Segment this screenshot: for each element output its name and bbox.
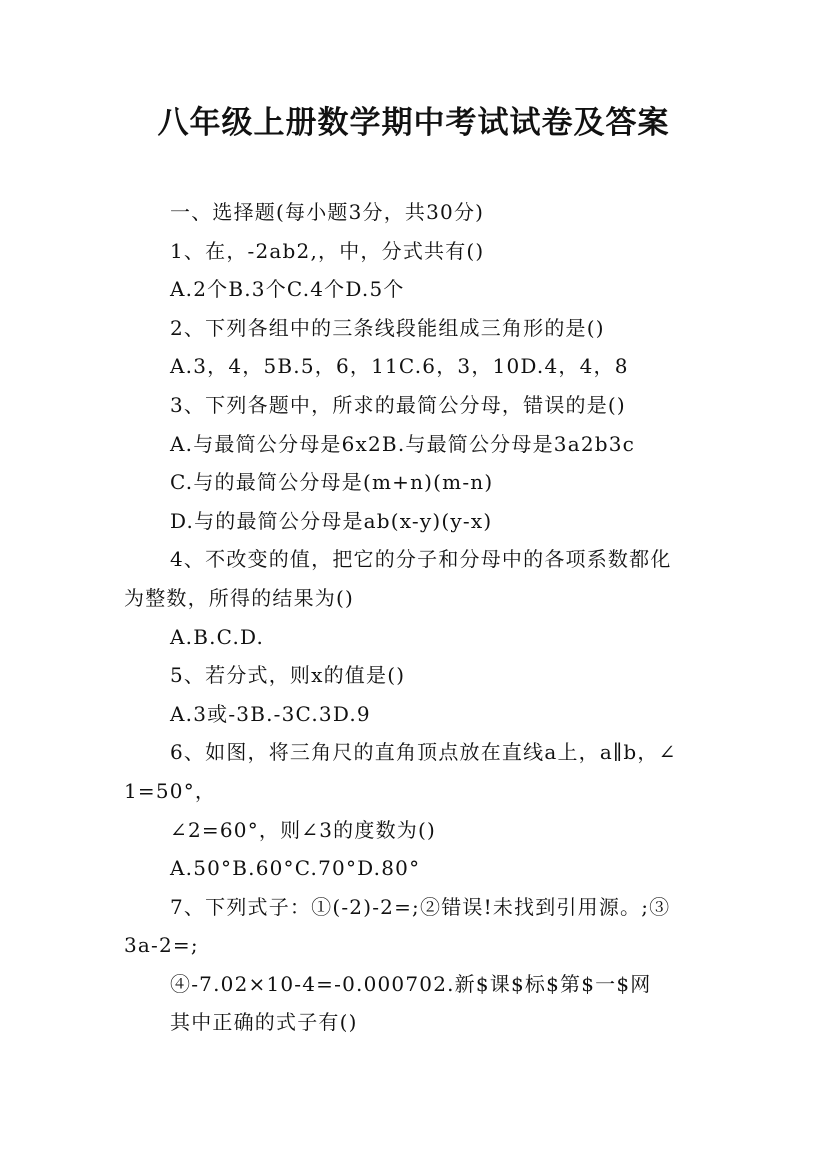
text-line: 为整数，所得的结果为() xyxy=(124,585,355,610)
document-body xyxy=(124,193,712,1042)
text-line: 其中正确的式子有() xyxy=(170,1010,358,1035)
text-line: 3、下列各题中，所求的最简公分母，错误的是() xyxy=(170,392,626,417)
text-line: A.3，4，5B.5，6，11C.6，3，10D.4，4，8 xyxy=(170,354,629,379)
text-line: A.B.C.D. xyxy=(170,624,265,649)
text-line: C.与的最简公分母是(m+n)(m-n) xyxy=(170,470,494,495)
text-line: 5、若分式，则x的值是() xyxy=(170,663,406,688)
text-line: 2、下列各组中的三条线段能组成三角形的是() xyxy=(170,315,605,340)
text-line: ④-7.02×10-4=-0.000702.新$课$标$第$一$网 xyxy=(170,971,652,996)
text-line: 6、如图，将三角尺的直角顶点放在直线a上，a∥b，∠ xyxy=(170,740,677,765)
text-line: 3a-2=; xyxy=(124,933,199,958)
text-line: A.3或-3B.-3C.3D.9 xyxy=(170,701,371,726)
text-line: 4、不改变的值，把它的分子和分母中的各项系数都化 xyxy=(170,547,672,572)
text-line: 1=50°， xyxy=(124,778,217,803)
text-line: D.与的最简公分母是ab(x-y)(y-x) xyxy=(170,508,493,533)
text-line: 1、在，-2ab2,，中，分式共有() xyxy=(170,238,485,263)
text-line: 一、选择题(每小题3分，共30分) xyxy=(170,200,485,224)
text-line: ∠2=60°，则∠3的度数为() xyxy=(170,817,436,842)
text-line: A.与最简公分母是6x2B.与最简公分母是3a2b3c xyxy=(170,431,636,456)
text-line: A.2个B.3个C.4个D.5个 xyxy=(170,277,405,302)
text-line: 7、下列式子：①(-2)-2=;②错误!未找到引用源。;③ xyxy=(170,894,671,919)
text-line: A.50°B.60°C.70°D.80° xyxy=(170,856,421,881)
document-title: 八年级上册数学期中考试试卷及答案 xyxy=(157,105,670,141)
